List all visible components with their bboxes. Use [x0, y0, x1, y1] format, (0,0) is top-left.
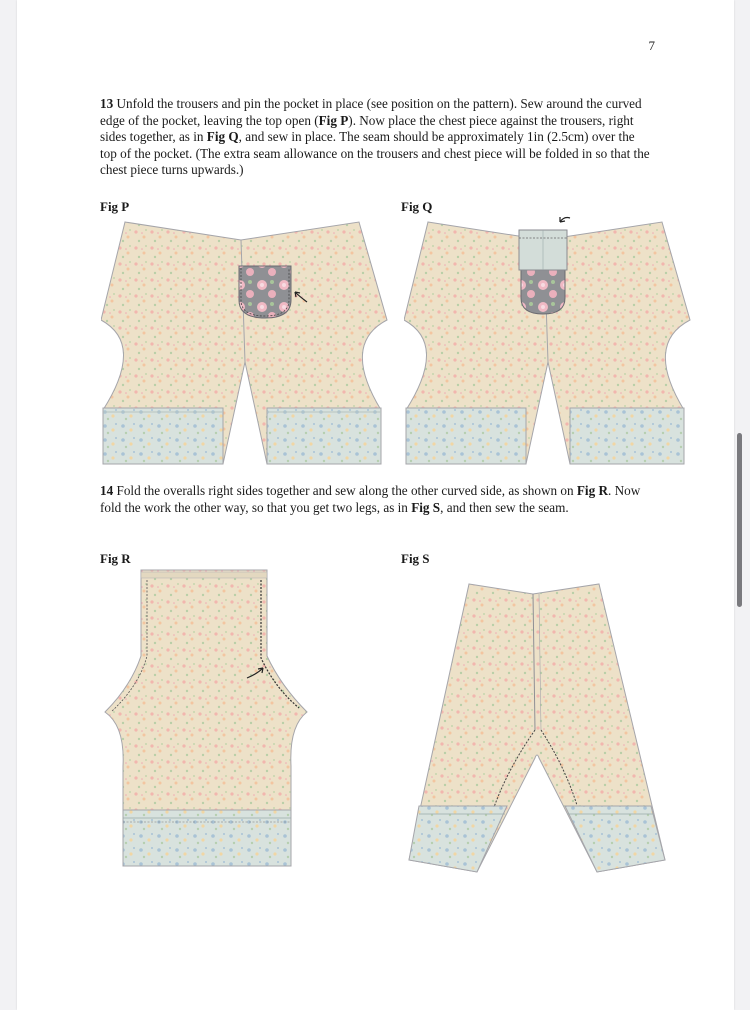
figure-label-s: Fig S — [401, 551, 430, 566]
vertical-scrollbar[interactable] — [737, 433, 742, 607]
figure-label-p: Fig P — [100, 199, 130, 214]
instruction-step-14 — [100, 483, 650, 516]
figure-label-q: Fig Q — [401, 199, 433, 214]
figure-reference: Fig P — [318, 112, 349, 128]
instruction-step-13 — [100, 96, 650, 179]
step-number: 14 — [100, 483, 114, 498]
figure-p-trousers-with-pocket — [101, 212, 391, 468]
document-page — [17, 0, 734, 1010]
step-text: , and then sew the seam. — [440, 499, 569, 515]
figure-q-trousers-with-chest-piece — [404, 212, 694, 468]
figure-s-two-legs — [407, 580, 667, 876]
step-text: Fold the overalls right sides together and sew along the other curved side, as shown on — [113, 483, 577, 498]
figure-reference: Fig S — [411, 499, 441, 515]
step-text: Unfold the trousers and pin the pocket in place (see position on the pattern). Sew around the curved edge of the pocket, leaving the top open ( — [100, 96, 642, 128]
figure-reference: Fig R — [576, 483, 608, 498]
step-text: ). Now place the chest piece against the trousers, right sides together, as in — [100, 112, 634, 145]
figure-reference: Fig Q — [206, 129, 239, 145]
figure-r-folded-overalls — [101, 566, 311, 876]
step-text: , and sew in place. The seam should be approximately 1in (2.5cm) over the top of the pocket. (The extra seam allowance on the trousers and chest piece will be folded in so that the chest piece turns upwards.) — [100, 129, 650, 178]
step-number: 13 — [100, 96, 114, 111]
step-text: . Now fold the work the other way, so that you get two legs, as in — [100, 483, 641, 515]
figure-label-r: Fig R — [100, 551, 131, 566]
page-number: 7 — [648, 38, 655, 53]
